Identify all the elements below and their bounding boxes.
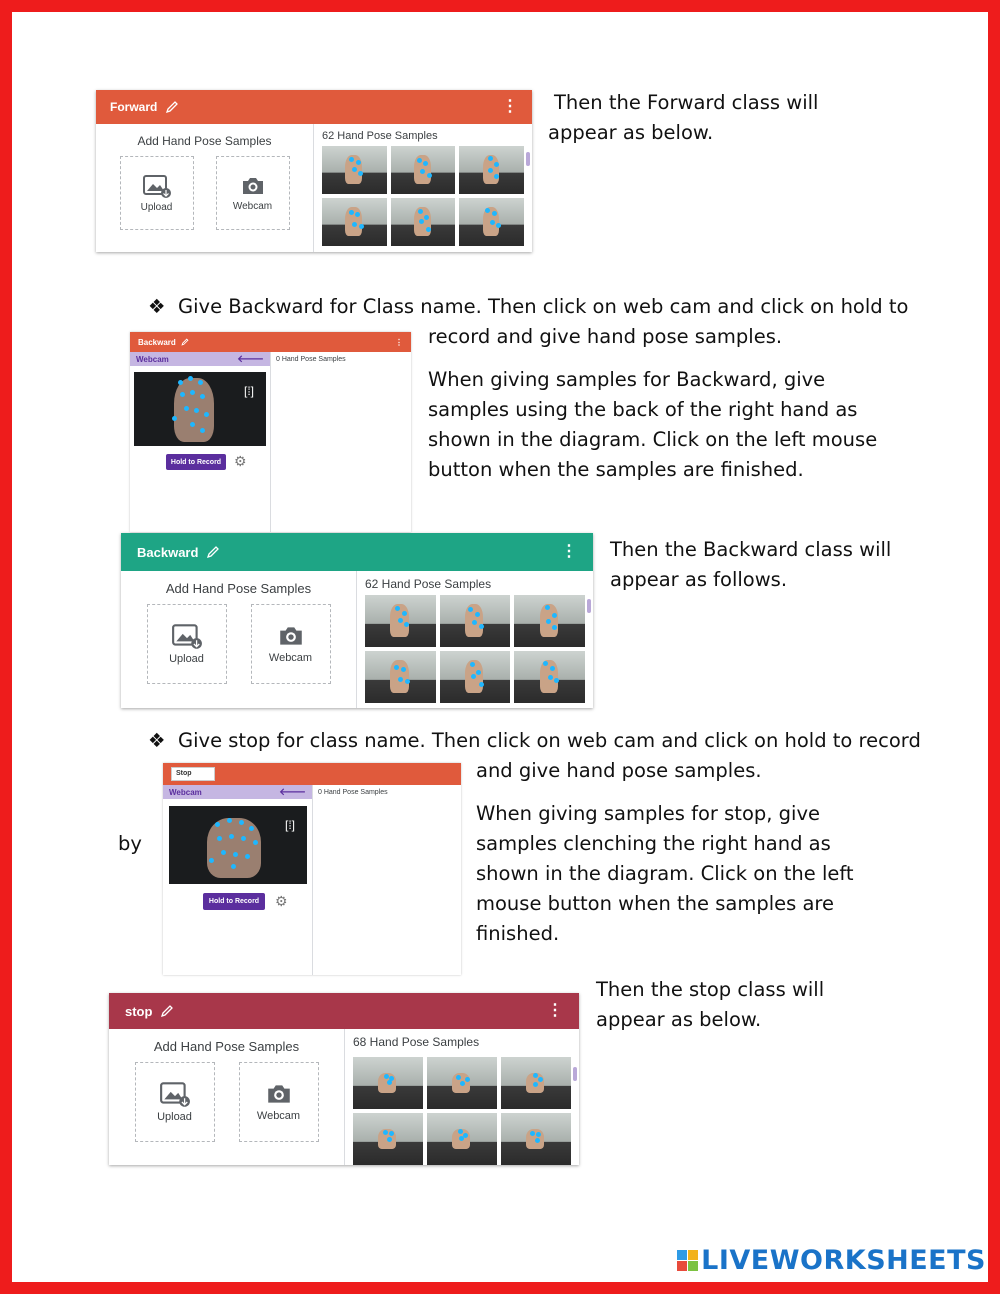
logo-text: LIVEWORKSHEETS (701, 1245, 986, 1276)
add-samples-title: Add Hand Pose Samples (137, 134, 272, 148)
sample-thumbnail[interactable] (501, 1113, 571, 1165)
upload-label: Upload (157, 1111, 192, 1123)
forward-class-card (96, 90, 532, 252)
image-upload-icon (159, 1081, 191, 1107)
webcam-feed (169, 806, 307, 884)
bullet-icon: ❖ (148, 295, 166, 318)
sample-grid (322, 146, 524, 246)
add-samples-section (121, 571, 357, 708)
stop-instruction-continuation: and give hand pose samples. (476, 759, 762, 782)
add-samples-title: Add Hand Pose Samples (165, 581, 312, 596)
stop-webcam-panel (163, 763, 461, 975)
sample-thumbnail[interactable] (440, 651, 511, 703)
crop-icon[interactable]: [⁞] (284, 818, 295, 832)
webcam-bar (130, 352, 270, 366)
samples-count: 0 Hand Pose Samples (318, 789, 388, 796)
sample-thumbnail[interactable] (365, 651, 436, 703)
backward-instruction-line: ❖ Give Backward for Class name. Then click on web cam and click on hold to (148, 292, 908, 322)
more-options-icon[interactable]: ⋮ (395, 337, 403, 347)
upload-label: Upload (140, 201, 173, 213)
more-options-icon[interactable]: ⋮ (502, 98, 518, 115)
liveworksheets-logo (677, 1245, 986, 1276)
gear-icon[interactable]: ⚙ (275, 893, 288, 909)
sample-thumbnail[interactable] (459, 198, 524, 246)
sample-thumbnail[interactable] (427, 1057, 497, 1109)
webcam-label: Webcam (232, 200, 273, 212)
upload-button[interactable] (135, 1062, 215, 1142)
backward-webcam-panel (130, 332, 411, 532)
webcam-panel-header (163, 763, 461, 785)
back-arrow-icon[interactable]: 🡐 (279, 787, 306, 798)
sample-thumbnail[interactable] (440, 595, 511, 647)
camera-icon (240, 175, 266, 197)
more-options-icon[interactable]: ⋮ (561, 543, 577, 560)
gear-icon[interactable]: ⚙ (234, 453, 247, 469)
add-samples-section (109, 1029, 345, 1165)
sample-thumbnail[interactable] (353, 1057, 423, 1109)
pencil-icon[interactable] (160, 1004, 174, 1018)
backward-class-card (121, 533, 593, 708)
backward-result-text: Then the Backward class will appear as follows. (610, 538, 892, 591)
webcam-label: Webcam (256, 1110, 301, 1122)
forward-class-name[interactable]: Forward (110, 100, 158, 114)
add-samples-section (96, 124, 314, 252)
sample-thumbnail[interactable] (365, 595, 436, 647)
sample-thumbnail[interactable] (353, 1113, 423, 1165)
stop-instruction-line: ❖ Give stop for class name. Then click on web cam and click on hold to record (148, 726, 921, 756)
forward-card-header (96, 90, 532, 124)
camera-icon (277, 624, 305, 648)
sample-grid (365, 595, 585, 703)
upload-button[interactable] (147, 604, 227, 684)
sample-thumbnail[interactable] (322, 146, 387, 194)
samples-count: 0 Hand Pose Samples (276, 356, 346, 363)
class-name[interactable]: Backward (138, 337, 176, 347)
backward-card-header (121, 533, 593, 571)
sample-thumbnail[interactable] (514, 651, 585, 703)
logo-mark-icon (677, 1250, 698, 1271)
webcam-feed (134, 372, 266, 446)
sample-thumbnail[interactable] (322, 198, 387, 246)
sample-grid (353, 1057, 571, 1165)
backward-detail-text: When giving samples for Backward, give samples using the back of the right hand as shown in the diagram. Click on the left mouse button when the samples are finished. (428, 368, 878, 481)
webcam-label: Webcam (268, 652, 313, 664)
crop-icon[interactable]: [⁞] (243, 384, 254, 398)
pencil-icon[interactable] (181, 338, 189, 346)
forward-result-text: Then the Forward class will appear as below. (548, 91, 819, 144)
hold-to-record-button[interactable]: Hold to Record (166, 454, 226, 470)
sample-thumbnail[interactable] (459, 146, 524, 194)
upload-button[interactable] (120, 156, 194, 230)
bullet-icon: ❖ (148, 729, 166, 752)
hold-to-record-button[interactable]: Hold to Record (203, 893, 265, 910)
sample-thumbnail[interactable] (514, 595, 585, 647)
sample-thumbnail[interactable] (391, 198, 456, 246)
upload-label: Upload (169, 653, 204, 665)
camera-icon (265, 1082, 293, 1106)
backward-class-name[interactable]: Backward (137, 544, 199, 560)
webcam-bar-label: Webcam (136, 354, 169, 364)
sample-thumbnail[interactable] (427, 1113, 497, 1165)
backward-instruction-continuation: record and give hand pose samples. (428, 325, 783, 348)
samples-count: 68 Hand Pose Samples (353, 1035, 480, 1049)
scrollbar-thumb[interactable] (587, 599, 591, 613)
stop-class-name[interactable]: stop (125, 1003, 153, 1019)
image-upload-icon (142, 174, 172, 198)
webcam-button[interactable] (251, 604, 331, 684)
stop-detail-text: When giving samples for stop, give samples clenching the right hand as shown in the diagram. Click on the left mouse button when the samples are finished. (476, 802, 854, 945)
pencil-icon[interactable] (165, 100, 179, 114)
stop-result-text: Then the stop class will appear as below. (596, 978, 825, 1031)
scrollbar-thumb[interactable] (526, 152, 530, 166)
webcam-panel-header (130, 332, 411, 352)
scrollbar-thumb[interactable] (573, 1067, 577, 1081)
webcam-bar-label: Webcam (169, 787, 202, 797)
samples-section (345, 1029, 579, 1165)
samples-section (357, 571, 593, 708)
sample-thumbnail[interactable] (391, 146, 456, 194)
back-arrow-icon[interactable]: 🡐 (237, 354, 264, 365)
stop-class-card (109, 993, 579, 1165)
more-options-icon[interactable]: ⋮ (547, 1002, 563, 1019)
class-name-input[interactable]: Stop (171, 767, 215, 781)
samples-count: 62 Hand Pose Samples (365, 577, 492, 591)
add-samples-title: Add Hand Pose Samples (153, 1039, 300, 1054)
webcam-button[interactable] (239, 1062, 319, 1142)
samples-section (314, 124, 532, 252)
image-upload-icon (171, 623, 203, 649)
samples-count: 62 Hand Pose Samples (322, 130, 438, 142)
stop-card-header (109, 993, 579, 1029)
webcam-bar (163, 785, 312, 799)
stray-word: by (118, 832, 142, 855)
pencil-icon[interactable] (206, 545, 220, 559)
sample-thumbnail[interactable] (501, 1057, 571, 1109)
webcam-button[interactable] (216, 156, 290, 230)
